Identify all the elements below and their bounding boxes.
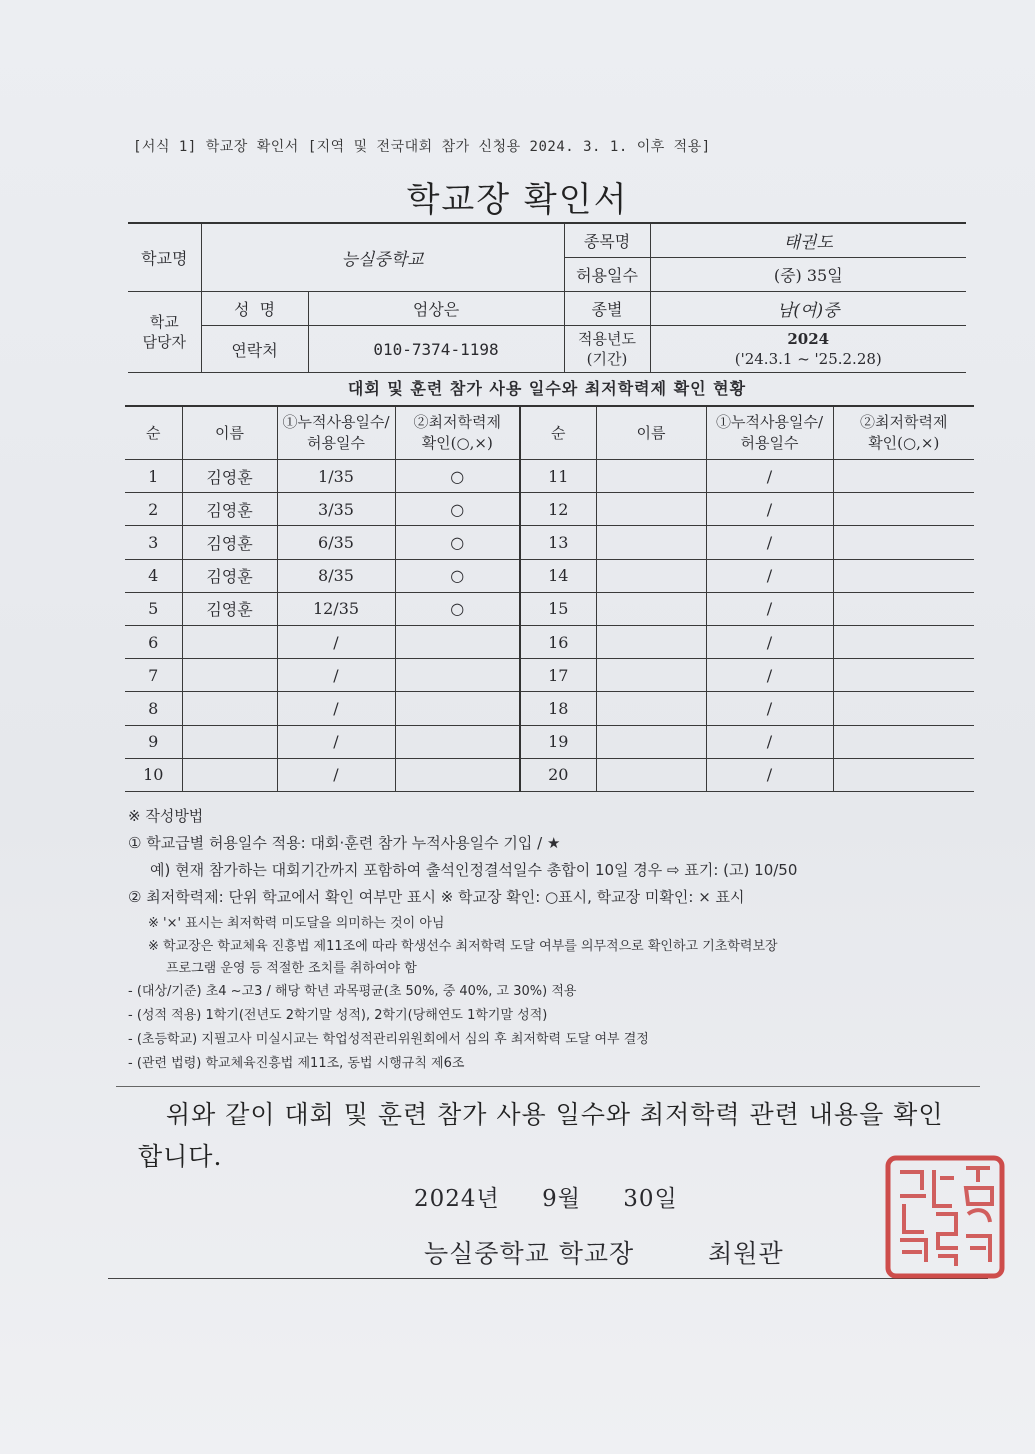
table-row: [125, 758, 974, 791]
row-check: [833, 592, 974, 625]
date-day: 30일: [623, 1186, 678, 1212]
date-line: [414, 1180, 712, 1213]
header-check: ②최저학력제 확인(○,×): [395, 406, 520, 460]
notes-section: [128, 803, 988, 1076]
row-check: [833, 493, 974, 526]
row-check: ○: [395, 493, 520, 526]
row-name: [182, 659, 277, 692]
row-check: [833, 659, 974, 692]
row-name: [182, 725, 277, 758]
row-no: 7: [125, 659, 182, 692]
row-days: 1/35: [277, 460, 395, 493]
table-row: [125, 659, 974, 692]
row-days: /: [706, 493, 833, 526]
table-row: [125, 460, 974, 493]
row-check: ○: [395, 559, 520, 592]
name-value: 엄상은: [308, 292, 564, 326]
name-label: 성 명: [201, 292, 308, 326]
row-check: [833, 460, 974, 493]
row-check: [833, 758, 974, 791]
form-label: [서식 1] 학교장 확인서 [지역 및 전국대회 참가 신청용 2024. 3. 1. 이후 적용]: [133, 139, 711, 155]
row-check: [395, 625, 520, 658]
header-no: 순: [520, 406, 596, 460]
row-name: [596, 460, 706, 493]
date-year: 2024년: [414, 1186, 500, 1212]
sport-value: 태권도: [650, 223, 966, 258]
row-check: [395, 725, 520, 758]
signer-name: 최원관: [708, 1239, 784, 1268]
period-value: ('24.3.1 ~ '25.2.28): [734, 350, 882, 368]
row-no: 2: [125, 493, 182, 526]
row-days: /: [277, 725, 395, 758]
header-name: 이름: [182, 406, 277, 460]
manager-label: 학교 담당자: [128, 292, 201, 373]
row-check: [395, 692, 520, 725]
row-days: /: [706, 460, 833, 493]
row-days: /: [277, 692, 395, 725]
row-no: 10: [125, 758, 182, 791]
note-2-b2: 프로그램 운영 등 적절한 조치를 취하여야 함: [166, 961, 417, 976]
row-check: ○: [395, 526, 520, 559]
row-name: [596, 725, 706, 758]
row-name: [182, 625, 277, 658]
row-days: 6/35: [277, 526, 395, 559]
row-no: 4: [125, 559, 182, 592]
status-body: [125, 460, 974, 792]
row-name: 김영훈: [182, 526, 277, 559]
notes-heading: ※ 작성방법: [128, 807, 204, 825]
row-name: 김영훈: [182, 592, 277, 625]
table-row: [125, 559, 974, 592]
row-name: [596, 758, 706, 791]
note-2: ② 최저학력제: 단위 학교에서 확인 여부만 표시 ※ 학교장 확인: ○표시, 학교장 미확인: × 표시: [128, 888, 745, 906]
row-name: 김영훈: [182, 460, 277, 493]
row-check: [395, 659, 520, 692]
table-row: [125, 725, 974, 758]
row-no: 18: [520, 692, 596, 725]
row-days: /: [706, 758, 833, 791]
row-days: /: [706, 725, 833, 758]
status-title: 대회 및 훈련 참가 사용 일수와 최저학력제 확인 현황: [347, 379, 747, 398]
row-days: /: [706, 526, 833, 559]
header-days: ①누적사용일수/ 허용일수: [277, 406, 395, 460]
signer-school: 능실중학교 학교장: [424, 1239, 635, 1268]
allowed-days-label: 허용일수: [564, 258, 650, 292]
header-days: ①누적사용일수/ 허용일수: [706, 406, 833, 460]
row-name: [596, 592, 706, 625]
row-name: [182, 758, 277, 791]
row-no: 11: [520, 460, 596, 493]
year-value: 2024: [787, 330, 830, 348]
row-name: [596, 493, 706, 526]
gender-label: 종별: [564, 292, 650, 326]
row-check: [833, 559, 974, 592]
row-no: 19: [520, 725, 596, 758]
row-check: [833, 725, 974, 758]
table-row: [125, 592, 974, 625]
gender-value: 남(여)중: [650, 292, 966, 326]
note-dash-4: - (관련 법령) 학교체육진흥법 제11조, 동법 시행규칙 제6조: [128, 1056, 465, 1071]
row-name: [596, 659, 706, 692]
row-days: /: [706, 659, 833, 692]
year-label: 적용년도 (기간): [564, 326, 650, 373]
row-no: 16: [520, 625, 596, 658]
row-no: 8: [125, 692, 182, 725]
note-dash-1: - (대상/기준) 초4 ~고3 / 해당 학년 과목평균(초 50%, 중 40%, 고 30%) 적용: [128, 984, 577, 999]
row-check: [395, 758, 520, 791]
row-name: [596, 526, 706, 559]
row-no: 3: [125, 526, 182, 559]
note-2-b: ※ 학교장은 학교체육 진흥법 제11조에 따라 학생선수 최저학력 도달 여부를 의무적으로 확인하고 기초학력보장: [148, 939, 778, 954]
row-check: ○: [395, 592, 520, 625]
header-no: 순: [125, 406, 182, 460]
table-row: [125, 526, 974, 559]
row-no: 20: [520, 758, 596, 791]
table-row: [125, 493, 974, 526]
row-name: 김영훈: [182, 559, 277, 592]
row-no: 14: [520, 559, 596, 592]
row-days: /: [706, 692, 833, 725]
row-no: 17: [520, 659, 596, 692]
date-month: 9월: [542, 1186, 581, 1212]
row-no: 6: [125, 625, 182, 658]
signer-line: [424, 1234, 784, 1270]
info-table: [128, 222, 966, 373]
sport-label: 종목명: [564, 223, 650, 258]
row-days: 8/35: [277, 559, 395, 592]
row-check: ○: [395, 460, 520, 493]
note-1: ① 학교급별 허용일수 적용: 대회·훈련 참가 누적사용일수 기입 / ★: [128, 834, 561, 852]
table-row: [125, 692, 974, 725]
row-check: [833, 625, 974, 658]
row-days: /: [706, 559, 833, 592]
row-days: 12/35: [277, 592, 395, 625]
row-days: /: [277, 758, 395, 791]
confirmation-statement: 위와 같이 대회 및 훈련 참가 사용 일수와 최저학력 관련 내용을 확인합니다.: [138, 1100, 944, 1171]
row-no: 5: [125, 592, 182, 625]
table-row: [125, 625, 974, 658]
document-title: 학교장 확인서: [406, 180, 629, 220]
school-seal-stamp: [882, 1152, 1008, 1282]
year-cell: [650, 326, 966, 373]
row-name: [596, 625, 706, 658]
row-check: [833, 526, 974, 559]
row-days: /: [706, 625, 833, 658]
header-check: ②최저학력제 확인(○,×): [833, 406, 974, 460]
note-2-a: ※ '×' 표시는 최저학력 미도달을 의미하는 것이 아님: [148, 916, 445, 931]
row-days: /: [277, 659, 395, 692]
note-dash-3: - (초등학교) 지필고사 미실시교는 학업성적관리위원회에서 심의 후 최저학력 도달 여부 결정: [128, 1032, 649, 1047]
row-no: 13: [520, 526, 596, 559]
row-days: /: [277, 625, 395, 658]
contact-label: 연락처: [201, 326, 308, 373]
row-name: [182, 692, 277, 725]
row-days: /: [706, 592, 833, 625]
note-dash-2: - (성적 적용) 1학기(전년도 2학기말 성적), 2학기(당해연도 1학기말 성적): [128, 1008, 548, 1023]
row-name: [596, 559, 706, 592]
divider: [116, 1086, 980, 1087]
row-no: 9: [125, 725, 182, 758]
row-no: 15: [520, 592, 596, 625]
school-label: 학교명: [128, 223, 201, 292]
allowed-days-value: (중) 35일: [650, 258, 966, 292]
row-name: 김영훈: [182, 493, 277, 526]
row-check: [833, 692, 974, 725]
note-1-example: 예) 현재 참가하는 대회기간까지 포함하여 출석인정결석일수 총합이 10일 경우 ⇨ 표기: (고) 10/50: [150, 861, 798, 879]
header-name: 이름: [596, 406, 706, 460]
row-no: 12: [520, 493, 596, 526]
bottom-divider: [108, 1278, 988, 1279]
contact-value: 010-7374-1198: [308, 326, 564, 373]
status-table: [125, 405, 974, 792]
row-days: 3/35: [277, 493, 395, 526]
school-value: 능실중학교: [201, 223, 564, 292]
row-no: 1: [125, 460, 182, 493]
row-name: [596, 692, 706, 725]
